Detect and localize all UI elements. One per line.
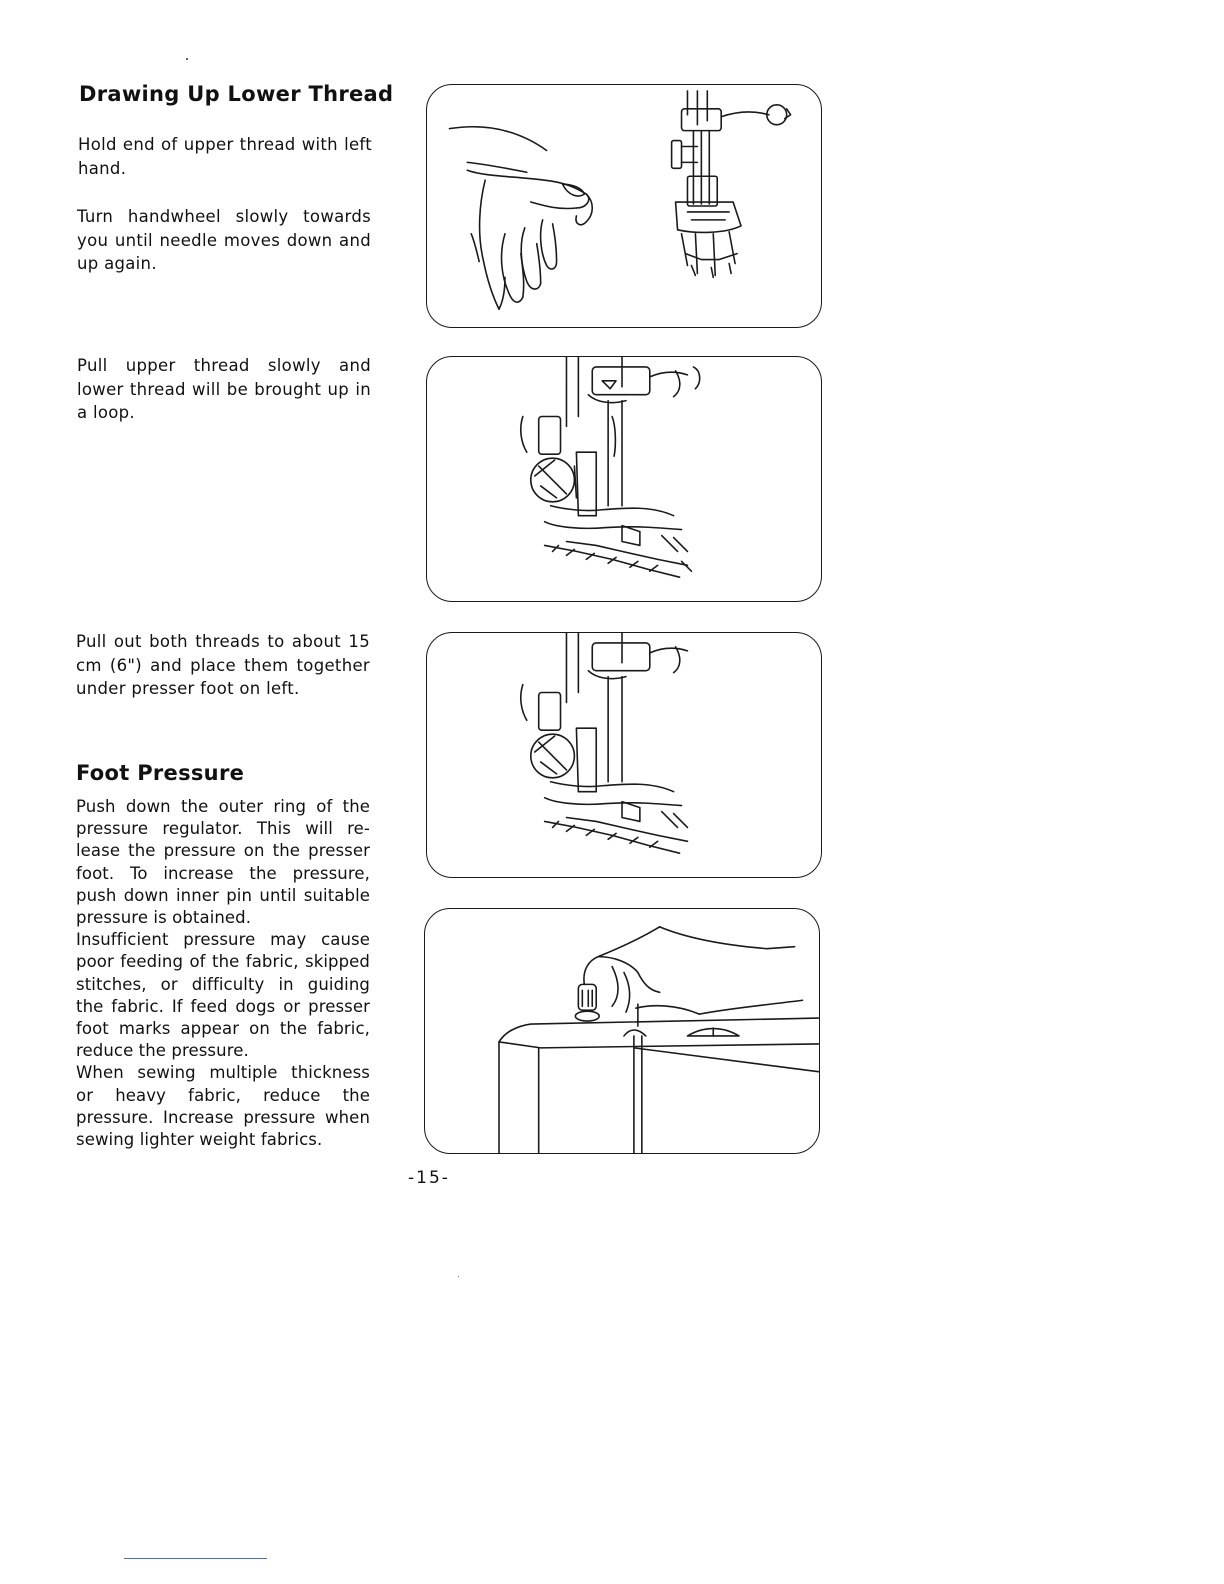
presser-foot-loop-illustration bbox=[427, 357, 821, 601]
foot-pressure-line: pressure regulator. This will re- bbox=[76, 819, 370, 839]
page-speck bbox=[186, 58, 188, 60]
foot-pressure-line: stitches, or difficulty in guiding bbox=[76, 974, 370, 994]
section-heading-drawing-up-lower-thread: Drawing Up Lower Thread bbox=[79, 82, 394, 106]
instruction-step-1: Hold end of upper thread with left hand. bbox=[78, 135, 372, 178]
instruction-step-2: Turn handwheel slowly towards you until needle moves down and up again. bbox=[77, 207, 371, 273]
foot-pressure-line: pressure. Increase pressure when bbox=[76, 1107, 370, 1127]
foot-pressure-line: sewing lighter weight fabrics. bbox=[76, 1130, 323, 1150]
page-speck bbox=[458, 1276, 459, 1277]
hand-holding-thread-illustration bbox=[427, 85, 821, 327]
foot-pressure-line: foot. To increase the pressure, bbox=[76, 863, 370, 883]
illustration-panel-pressure-regulator bbox=[424, 908, 820, 1154]
foot-pressure-line: pressure is obtained. bbox=[76, 908, 252, 928]
foot-pressure-line: reduce the pressure. bbox=[76, 1041, 249, 1061]
foot-pressure-line: Insufficient pressure may cause bbox=[76, 930, 370, 950]
footer-rule bbox=[124, 1558, 267, 1559]
foot-pressure-line: lease the pressure on the presser bbox=[76, 841, 370, 861]
foot-pressure-line: When sewing multiple thickness bbox=[76, 1063, 370, 1083]
foot-pressure-line: Push down the outer ring of the bbox=[76, 797, 370, 816]
page-number: -15- bbox=[408, 1168, 450, 1188]
foot-pressure-line: poor feeding of the fabric, skipped bbox=[76, 952, 370, 972]
illustration-panel-hold-thread bbox=[426, 84, 822, 328]
foot-pressure-line: foot marks appear on the fabric, bbox=[76, 1019, 370, 1039]
threads-under-foot-illustration bbox=[427, 633, 821, 877]
foot-pressure-line: or heavy fabric, reduce the bbox=[76, 1085, 370, 1105]
section-heading-foot-pressure: Foot Pressure bbox=[76, 761, 245, 785]
foot-pressure-line: the fabric. If feed dogs or presser bbox=[76, 996, 370, 1016]
illustration-panel-threads-under-foot bbox=[426, 632, 822, 878]
foot-pressure-body bbox=[76, 796, 370, 1151]
instruction-step-4: Pull out both threads to about 15 cm (6") and place them together under presser foot on left. bbox=[76, 632, 370, 698]
instruction-step-3: Pull upper thread slowly and lower thread will be brought up in a loop. bbox=[77, 356, 371, 422]
pressure-regulator-illustration bbox=[425, 909, 819, 1153]
foot-pressure-line: push down inner pin until suitable bbox=[76, 885, 370, 905]
illustration-panel-thread-loop bbox=[426, 356, 822, 602]
